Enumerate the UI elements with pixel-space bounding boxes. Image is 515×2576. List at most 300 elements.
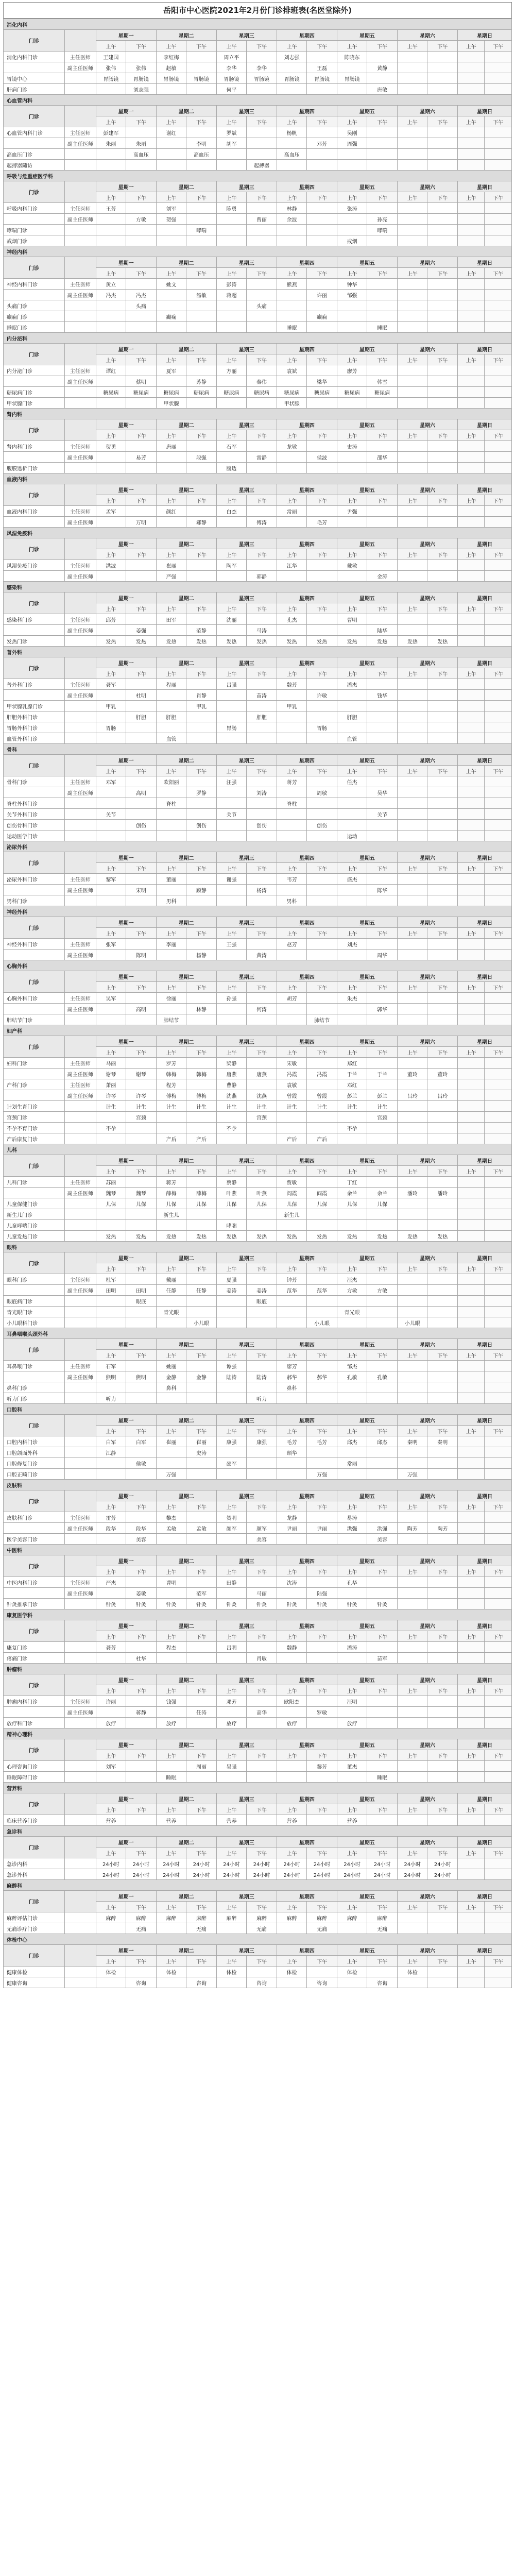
schedule-cell xyxy=(485,1588,512,1599)
schedule-table xyxy=(3,19,512,1988)
clinic-name: 男科门诊 xyxy=(4,895,65,906)
schedule-cell xyxy=(485,52,512,62)
clinic-name: 儿科门诊 xyxy=(4,1177,65,1188)
day-header: 星期五 xyxy=(337,1415,397,1426)
schedule-cell: 儿保 xyxy=(337,1198,367,1209)
schedule-cell xyxy=(247,463,277,473)
schedule-cell xyxy=(397,776,427,787)
schedule-cell: 发热 xyxy=(307,636,337,647)
schedule-cell xyxy=(458,441,485,452)
schedule-cell xyxy=(186,365,217,376)
schedule-cell: 魏琴 xyxy=(126,1188,157,1198)
doctor-title xyxy=(65,1967,96,1977)
day-header: 星期一 xyxy=(96,592,156,603)
am-header: 上午 xyxy=(96,1263,126,1274)
day-header: 星期日 xyxy=(458,971,512,982)
schedule-cell xyxy=(367,300,398,311)
clinic-name: 发热门诊 xyxy=(4,636,65,647)
schedule-cell xyxy=(156,160,186,171)
clinic-col-header: 门诊 xyxy=(4,1490,65,1512)
schedule-cell: 韩梅 xyxy=(186,1069,217,1079)
schedule-cell xyxy=(247,1967,277,1977)
schedule-cell xyxy=(397,1599,427,1609)
schedule-cell xyxy=(247,831,277,841)
schedule-cell: 邓军 xyxy=(96,776,126,787)
day-header: 星期六 xyxy=(397,257,457,268)
schedule-cell xyxy=(458,365,485,376)
pm-header: 下午 xyxy=(307,116,337,127)
am-header: 上午 xyxy=(156,116,186,127)
clinic-name xyxy=(4,290,65,300)
schedule-cell xyxy=(397,376,427,387)
schedule-cell xyxy=(126,463,157,473)
schedule-cell: 崔丽 xyxy=(186,1436,217,1447)
day-header: 星期六 xyxy=(397,106,457,116)
schedule-cell: 程芳 xyxy=(156,1079,186,1090)
day-header: 星期三 xyxy=(216,1555,277,1566)
schedule-cell xyxy=(458,679,485,690)
schedule-cell xyxy=(427,1123,458,1133)
day-header: 星期二 xyxy=(156,1036,216,1047)
schedule-cell xyxy=(216,322,247,333)
schedule-cell xyxy=(126,225,157,235)
schedule-cell: 唐燕 xyxy=(216,1069,247,1079)
schedule-cell xyxy=(156,831,186,841)
pm-header: 下午 xyxy=(485,1848,512,1858)
doctor-title xyxy=(65,1436,96,1447)
schedule-cell xyxy=(216,820,247,831)
schedule-cell: 苏静 xyxy=(186,376,217,387)
schedule-cell xyxy=(156,84,186,95)
pm-header: 下午 xyxy=(126,192,157,203)
schedule-cell xyxy=(397,517,427,528)
pm-header: 下午 xyxy=(186,1566,217,1577)
schedule-cell xyxy=(367,874,398,885)
schedule-cell: 黎军 xyxy=(96,874,126,885)
schedule-cell: 起搏器 xyxy=(247,160,277,171)
department-name: 儿科 xyxy=(4,1144,512,1155)
schedule-cell xyxy=(96,1133,126,1144)
pm-header: 下午 xyxy=(307,1956,337,1967)
day-header-row xyxy=(4,1415,512,1426)
schedule-cell xyxy=(485,776,512,787)
pm-header: 下午 xyxy=(485,495,512,506)
clinic-name: 口腔颌面外科 xyxy=(4,1447,65,1458)
doctor-title: 副主任医师 xyxy=(65,571,96,582)
schedule-cell: 田军 xyxy=(156,614,186,625)
schedule-cell xyxy=(367,1317,398,1328)
am-header: 上午 xyxy=(337,268,367,279)
schedule-cell xyxy=(427,809,458,820)
schedule-cell xyxy=(397,73,427,84)
schedule-cell: 24小时 xyxy=(186,1869,217,1880)
doctor-title: 主任医师 xyxy=(65,1058,96,1069)
schedule-cell: 周丽 xyxy=(186,1761,217,1772)
schedule-cell xyxy=(307,398,337,409)
pm-header: 下午 xyxy=(126,1166,157,1177)
schedule-cell: 曾霞 xyxy=(307,1090,337,1101)
day-header: 星期日 xyxy=(458,257,512,268)
pm-header: 下午 xyxy=(247,1685,277,1696)
schedule-cell xyxy=(96,311,126,322)
day-header-row xyxy=(4,1252,512,1263)
schedule-cell xyxy=(485,679,512,690)
schedule-cell xyxy=(307,711,337,722)
schedule-cell: 钱华 xyxy=(367,690,398,701)
schedule-cell xyxy=(96,214,126,225)
am-header: 上午 xyxy=(397,1902,427,1912)
day-header: 星期四 xyxy=(277,1415,337,1426)
am-header: 上午 xyxy=(277,863,307,874)
schedule-cell xyxy=(485,625,512,636)
schedule-cell: 胃肠 xyxy=(307,722,337,733)
pm-header: 下午 xyxy=(247,549,277,560)
schedule-cell xyxy=(427,1101,458,1112)
pm-header: 下午 xyxy=(186,1631,217,1642)
schedule-cell: 哮喘 xyxy=(216,1220,247,1231)
department-name: 精神心理科 xyxy=(4,1728,512,1739)
schedule-cell: 癫痫 xyxy=(307,311,337,322)
schedule-cell xyxy=(96,950,126,960)
pm-header: 下午 xyxy=(367,603,398,614)
schedule-cell xyxy=(186,1653,217,1664)
am-header: 上午 xyxy=(337,192,367,203)
am-header: 上午 xyxy=(96,1566,126,1577)
am-header: 上午 xyxy=(337,1902,367,1912)
schedule-cell xyxy=(186,1967,217,1977)
schedule-cell xyxy=(485,1772,512,1783)
schedule-cell xyxy=(485,820,512,831)
pm-header: 下午 xyxy=(367,1501,398,1512)
schedule-cell xyxy=(216,1977,247,1988)
clinic-name: 糖尿病门诊 xyxy=(4,387,65,398)
schedule-cell xyxy=(277,1761,307,1772)
day-header: 星期三 xyxy=(216,1793,277,1804)
schedule-cell xyxy=(307,1004,337,1014)
schedule-cell xyxy=(485,300,512,311)
doctor-title: 主任医师 xyxy=(65,614,96,625)
day-header: 星期六 xyxy=(397,1945,457,1956)
schedule-row xyxy=(4,776,512,787)
am-header: 上午 xyxy=(337,668,367,679)
day-header: 星期六 xyxy=(397,419,457,430)
am-header: 上午 xyxy=(337,116,367,127)
pm-header: 下午 xyxy=(247,495,277,506)
day-header: 星期三 xyxy=(216,1415,277,1426)
schedule-cell xyxy=(186,506,217,517)
day-header: 星期四 xyxy=(277,1490,337,1501)
clinic-col-header: 门诊 xyxy=(4,1252,65,1274)
doctor-title: 主任医师 xyxy=(65,560,96,571)
department-row xyxy=(4,1025,512,1036)
schedule-cell xyxy=(247,506,277,517)
schedule-cell xyxy=(458,387,485,398)
schedule-cell xyxy=(277,1707,307,1718)
department-name: 皮肤科 xyxy=(4,1480,512,1490)
schedule-row xyxy=(4,1004,512,1014)
day-header: 星期一 xyxy=(96,1620,156,1631)
schedule-cell xyxy=(156,625,186,636)
schedule-cell: 针灸 xyxy=(96,1599,126,1609)
clinic-name: 眼科门诊 xyxy=(4,1274,65,1285)
clinic-col-header: 门诊 xyxy=(4,755,65,776)
am-header: 上午 xyxy=(156,1902,186,1912)
schedule-cell xyxy=(367,398,398,409)
schedule-cell: 冯杰 xyxy=(96,290,126,300)
schedule-cell xyxy=(277,138,307,149)
doctor-title: 主任医师 xyxy=(65,365,96,376)
am-header: 上午 xyxy=(458,1956,485,1967)
schedule-cell: 杨涛 xyxy=(247,885,277,895)
schedule-cell xyxy=(307,993,337,1004)
schedule-cell: 甲乳 xyxy=(96,701,126,711)
am-header: 上午 xyxy=(337,1166,367,1177)
pm-header: 下午 xyxy=(307,1426,337,1436)
pm-header: 下午 xyxy=(126,1956,157,1967)
schedule-cell: 胃肠镜 xyxy=(156,73,186,84)
pm-header: 下午 xyxy=(186,603,217,614)
schedule-cell xyxy=(458,733,485,744)
schedule-row xyxy=(4,506,512,517)
schedule-cell: 袁敏 xyxy=(277,1079,307,1090)
schedule-cell: 发热 xyxy=(96,636,126,647)
schedule-cell xyxy=(156,225,186,235)
schedule-cell xyxy=(307,1534,337,1545)
doctor-title xyxy=(65,73,96,84)
schedule-row xyxy=(4,463,512,473)
schedule-cell xyxy=(307,365,337,376)
doctor-title: 主任医师 xyxy=(65,279,96,290)
schedule-cell xyxy=(96,84,126,95)
schedule-cell xyxy=(485,235,512,246)
schedule-cell xyxy=(126,701,157,711)
schedule-cell: 甲乳 xyxy=(186,701,217,711)
am-header: 上午 xyxy=(277,549,307,560)
schedule-cell: 潘玲 xyxy=(427,1188,458,1198)
schedule-cell: 傅梅 xyxy=(156,1090,186,1101)
pm-header: 下午 xyxy=(307,668,337,679)
schedule-cell: 戴敏 xyxy=(337,560,367,571)
day-header: 星期三 xyxy=(216,344,277,354)
pm-header: 下午 xyxy=(126,603,157,614)
am-header: 上午 xyxy=(397,192,427,203)
am-header: 上午 xyxy=(216,192,247,203)
schedule-cell xyxy=(427,1912,458,1923)
day-header-row xyxy=(4,257,512,268)
schedule-cell: 24小时 xyxy=(367,1858,398,1869)
schedule-cell xyxy=(427,1923,458,1934)
pm-header: 下午 xyxy=(427,1631,458,1642)
schedule-cell: 尹丽 xyxy=(307,1523,337,1534)
day-header: 星期二 xyxy=(156,538,216,549)
schedule-cell xyxy=(307,1642,337,1653)
schedule-row xyxy=(4,62,512,73)
schedule-cell xyxy=(277,722,307,733)
schedule-cell: 蒋芳 xyxy=(156,1177,186,1188)
pm-header: 下午 xyxy=(186,549,217,560)
schedule-cell: 产后 xyxy=(277,1133,307,1144)
pm-header: 下午 xyxy=(247,863,277,874)
pm-header: 下午 xyxy=(126,1685,157,1696)
am-header: 上午 xyxy=(458,268,485,279)
schedule-cell xyxy=(156,690,186,701)
am-header: 上午 xyxy=(458,1350,485,1361)
schedule-cell xyxy=(126,895,157,906)
schedule-cell: 体检 xyxy=(96,1967,126,1977)
day-header-row xyxy=(4,1555,512,1566)
schedule-cell xyxy=(397,1588,427,1599)
doctor-title: 副主任医师 xyxy=(65,452,96,463)
schedule-cell xyxy=(458,831,485,841)
schedule-cell: 24小时 xyxy=(247,1869,277,1880)
schedule-cell: 杨帆 xyxy=(277,127,307,138)
schedule-cell: 24小时 xyxy=(307,1858,337,1869)
clinic-col-header: 门诊 xyxy=(4,484,65,506)
schedule-cell: 董玲 xyxy=(397,1069,427,1079)
department-row xyxy=(4,1404,512,1415)
clinic-name xyxy=(4,885,65,895)
day-header: 星期四 xyxy=(277,657,337,668)
schedule-cell xyxy=(367,701,398,711)
schedule-cell xyxy=(96,225,126,235)
schedule-cell: 沈丽 xyxy=(216,614,247,625)
pm-header: 下午 xyxy=(126,1350,157,1361)
schedule-cell xyxy=(156,290,186,300)
am-header: 上午 xyxy=(397,1166,427,1177)
schedule-cell xyxy=(96,160,126,171)
pm-header: 下午 xyxy=(367,430,398,441)
schedule-cell xyxy=(458,1382,485,1393)
pm-header: 下午 xyxy=(367,1848,398,1858)
schedule-cell xyxy=(247,1209,277,1220)
schedule-cell xyxy=(367,1815,398,1826)
day-header: 星期一 xyxy=(96,852,156,863)
pm-header: 下午 xyxy=(485,766,512,776)
pm-header: 下午 xyxy=(367,766,398,776)
schedule-cell xyxy=(307,831,337,841)
schedule-cell: 放疗 xyxy=(277,1718,307,1728)
am-header: 上午 xyxy=(337,603,367,614)
schedule-cell xyxy=(307,895,337,906)
day-header: 星期日 xyxy=(458,1555,512,1566)
schedule-cell xyxy=(367,733,398,744)
am-header: 上午 xyxy=(458,41,485,52)
schedule-cell: 夏军 xyxy=(156,365,186,376)
schedule-cell xyxy=(367,1058,398,1069)
pm-header: 下午 xyxy=(485,1956,512,1967)
schedule-cell xyxy=(427,127,458,138)
schedule-cell: 沈燕 xyxy=(216,1090,247,1101)
schedule-cell: 魏静 xyxy=(277,1642,307,1653)
schedule-cell: 傅梅 xyxy=(186,1090,217,1101)
clinic-name: 关节外科门诊 xyxy=(4,809,65,820)
schedule-cell: 洪波 xyxy=(96,560,126,571)
schedule-row xyxy=(4,1285,512,1296)
day-header: 星期五 xyxy=(337,1490,397,1501)
schedule-cell xyxy=(427,711,458,722)
doctor-title xyxy=(65,1599,96,1609)
day-header: 星期二 xyxy=(156,1793,216,1804)
am-header: 上午 xyxy=(216,1047,247,1058)
pm-header: 下午 xyxy=(186,430,217,441)
schedule-cell xyxy=(277,235,307,246)
clinic-col-header: 门诊 xyxy=(4,917,65,939)
schedule-cell xyxy=(247,52,277,62)
schedule-cell xyxy=(397,506,427,517)
schedule-cell xyxy=(485,831,512,841)
day-header: 星期五 xyxy=(337,1555,397,1566)
schedule-cell: 易芳 xyxy=(126,452,157,463)
am-header: 上午 xyxy=(216,1685,247,1696)
schedule-cell: 儿保 xyxy=(307,1198,337,1209)
schedule-cell: 孔华 xyxy=(337,1577,367,1588)
schedule-cell xyxy=(397,203,427,214)
doctor-title xyxy=(65,225,96,235)
schedule-cell xyxy=(247,1772,277,1783)
schedule-cell: 针灸 xyxy=(247,1599,277,1609)
day-header: 星期四 xyxy=(277,1945,337,1956)
schedule-cell xyxy=(277,1296,307,1307)
schedule-cell xyxy=(427,798,458,809)
pm-header: 下午 xyxy=(247,668,277,679)
schedule-cell: 侯波 xyxy=(307,452,337,463)
schedule-cell xyxy=(458,1858,485,1869)
am-header: 上午 xyxy=(216,1804,247,1815)
schedule-cell xyxy=(397,1653,427,1664)
schedule-cell: 洪强 xyxy=(337,1523,367,1534)
day-header: 星期六 xyxy=(397,1555,457,1566)
pm-header: 下午 xyxy=(186,766,217,776)
schedule-row xyxy=(4,809,512,820)
doctor-title: 副主任医师 xyxy=(65,517,96,528)
schedule-cell: 脊柱 xyxy=(277,798,307,809)
schedule-cell: 胃肠镜 xyxy=(277,73,307,84)
doctor-title xyxy=(65,1393,96,1404)
schedule-cell xyxy=(427,84,458,95)
day-header: 星期六 xyxy=(397,484,457,495)
day-header-row xyxy=(4,1793,512,1804)
day-header-row xyxy=(4,1945,512,1956)
schedule-cell xyxy=(485,1004,512,1014)
schedule-cell: 方敏 xyxy=(337,1285,367,1296)
schedule-cell xyxy=(126,560,157,571)
schedule-cell: 陶军 xyxy=(216,560,247,571)
schedule-cell: 常丽 xyxy=(277,506,307,517)
schedule-row xyxy=(4,160,512,171)
schedule-cell xyxy=(485,1188,512,1198)
schedule-cell xyxy=(307,809,337,820)
schedule-cell: 潘涛 xyxy=(337,1642,367,1653)
schedule-cell xyxy=(337,1469,367,1480)
doctor-title xyxy=(65,711,96,722)
schedule-cell xyxy=(458,203,485,214)
doctor-title: 主任医师 xyxy=(65,1079,96,1090)
schedule-cell xyxy=(427,225,458,235)
schedule-cell: 吴刚 xyxy=(337,127,367,138)
day-header: 星期六 xyxy=(397,852,457,863)
schedule-cell xyxy=(485,1469,512,1480)
department-row xyxy=(4,1144,512,1155)
clinic-name: 普外科门诊 xyxy=(4,679,65,690)
schedule-cell xyxy=(277,160,307,171)
day-header: 星期二 xyxy=(156,257,216,268)
pm-header: 下午 xyxy=(126,1263,157,1274)
schedule-cell xyxy=(427,831,458,841)
schedule-cell xyxy=(397,127,427,138)
am-header: 上午 xyxy=(397,1631,427,1642)
schedule-cell xyxy=(307,679,337,690)
day-header: 星期二 xyxy=(156,1674,216,1685)
